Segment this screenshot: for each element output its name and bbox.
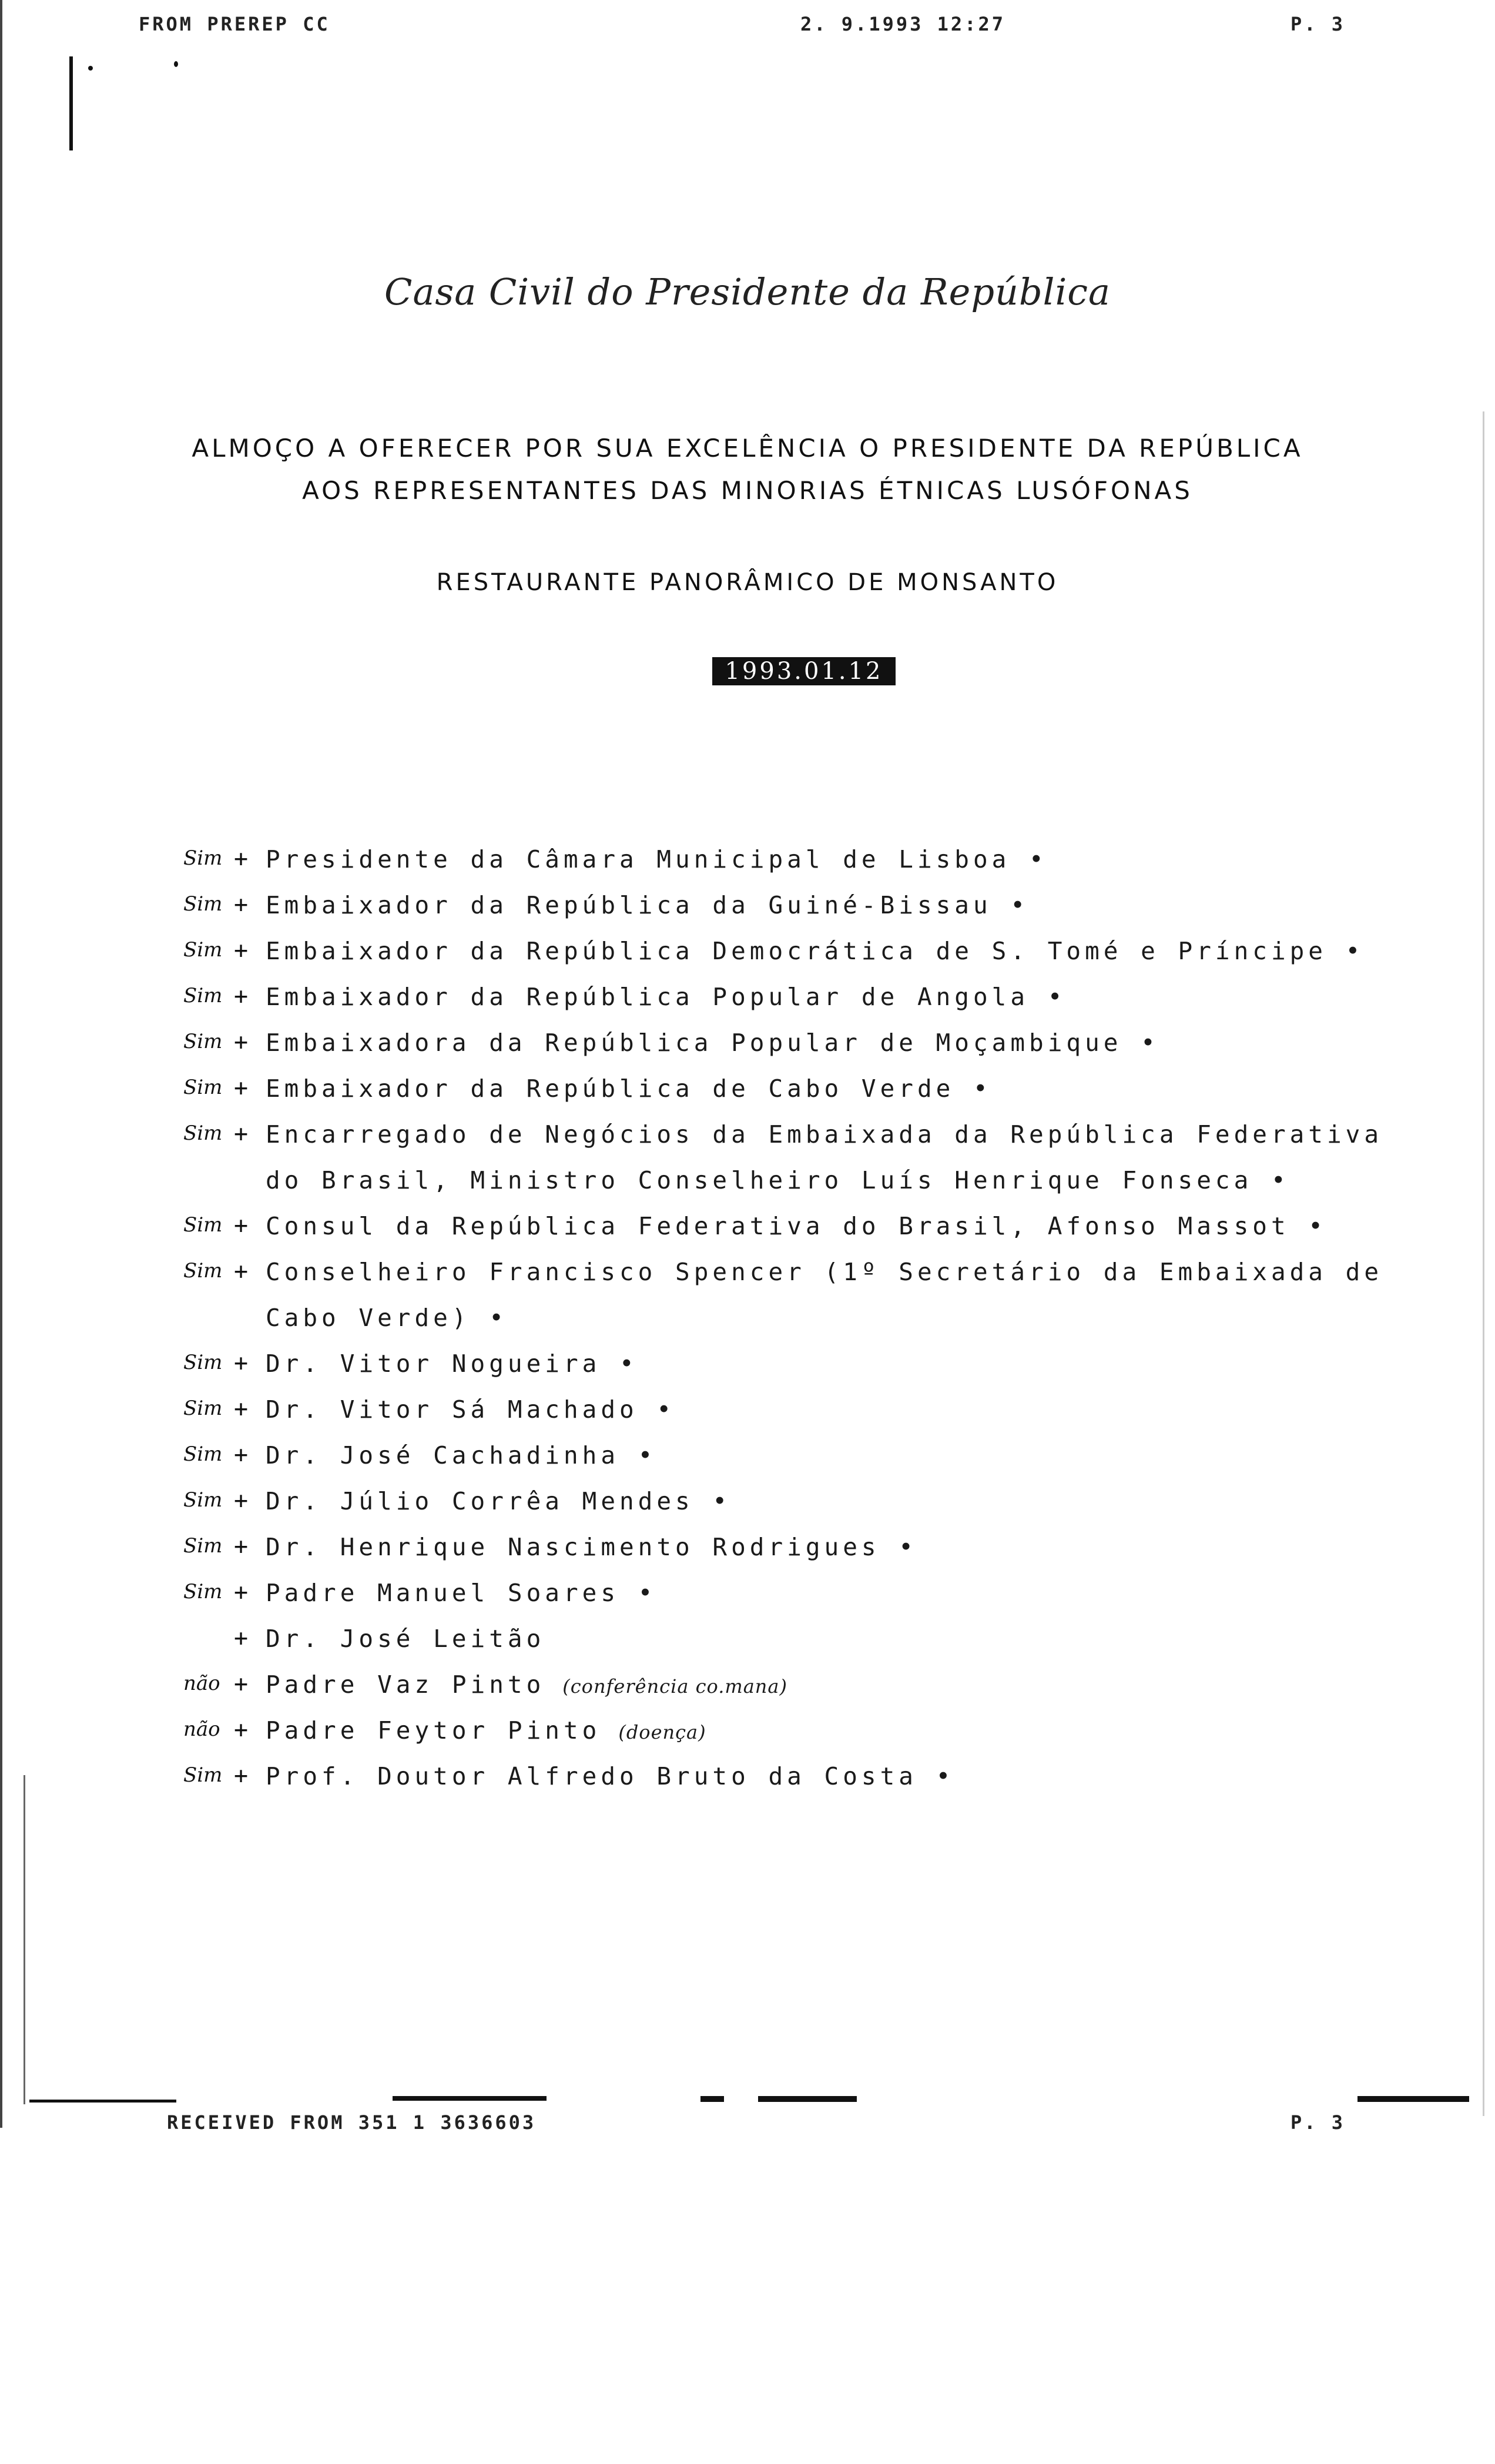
- guest-name: Presidente da Câmara Municipal de Lisboa •: [266, 845, 1048, 873]
- guest-entry: [266, 1579, 656, 1607]
- fax-page-number: P. 3: [1290, 13, 1346, 35]
- guest-name: Padre Manuel Soares •: [266, 1579, 657, 1607]
- guest-name: Embaixador da República Democrática de S. Tomé e Príncipe •: [266, 937, 1365, 965]
- guest-entry: [266, 1120, 1383, 1149]
- attendance-mark: Sim: [183, 1213, 223, 1237]
- guest-entry: [266, 845, 1048, 873]
- guest-entry: [266, 1716, 706, 1745]
- bullet-plus: +: [234, 1533, 249, 1560]
- attendance-mark: Sim: [183, 984, 223, 1007]
- attendance-mark: Sim: [183, 1351, 223, 1374]
- venue: RESTAURANTE PANORÂMICO DE MONSANTO: [436, 569, 1059, 596]
- attendance-mark: Sim: [183, 1076, 223, 1099]
- handwritten-note: (doença): [618, 1721, 706, 1743]
- bullet-plus: +: [234, 1625, 249, 1652]
- document-title-line-1: ALMOÇO A OFERECER POR SUA EXCELÊNCIA O PRESIDENTE DA REPÚBLICA: [192, 434, 1303, 463]
- bullet-plus: +: [234, 1579, 249, 1606]
- bullet-plus: +: [234, 891, 249, 918]
- guest-entry: [266, 1487, 731, 1515]
- fax-noise-bar: [29, 2100, 176, 2103]
- attendance-mark: Sim: [183, 1397, 223, 1420]
- guest-entry: [266, 1670, 787, 1699]
- bullet-plus: +: [234, 1670, 249, 1698]
- guest-entry: [266, 1441, 656, 1469]
- guest-name: Embaixador da República de Cabo Verde •: [266, 1074, 992, 1103]
- fax-datetime: 2. 9.1993 12:27: [800, 13, 1005, 35]
- guest-name: Prof. Doutor Alfredo Bruto da Costa •: [266, 1762, 955, 1790]
- bullet-plus: +: [234, 1350, 249, 1377]
- handwritten-note: (conferência co.mana): [562, 1675, 787, 1698]
- guest-entry: [266, 1395, 675, 1424]
- attendance-mark: Sim: [183, 1534, 223, 1558]
- attendance-mark: Sim: [183, 1488, 223, 1512]
- guest-entry: [266, 891, 1029, 919]
- guest-name: Dr. Vitor Sá Machado •: [266, 1395, 676, 1424]
- guest-name: Embaixador da República da Guiné-Bissau •: [266, 891, 1030, 919]
- fax-footer-page: P. 3: [1290, 2111, 1346, 2134]
- bullet-plus: +: [234, 1395, 249, 1422]
- bullet-plus: +: [234, 1716, 249, 1743]
- attendance-mark: não: [183, 1718, 220, 1741]
- guest-entry-continuation: do Brasil, Ministro Conselheiro Luís Henrique Fonseca •: [266, 1166, 1290, 1194]
- scan-edge-left: [0, 0, 2, 2128]
- attendance-mark: Sim: [183, 1580, 223, 1603]
- guest-name: Dr. José Leitão: [266, 1625, 545, 1653]
- margin-bracket-mark: [69, 56, 78, 150]
- attendance-mark: Sim: [183, 1442, 223, 1466]
- scan-edge-left-inner: [24, 1775, 25, 2104]
- guest-entry: [266, 1029, 1159, 1057]
- attendance-mark: Sim: [183, 1763, 223, 1787]
- guest-entry: [266, 1533, 917, 1561]
- guest-name: Embaixador da República Popular de Angola •: [266, 983, 1067, 1011]
- scan-edge-right: [1483, 411, 1484, 2116]
- guest-entry: [266, 1212, 1327, 1240]
- bullet-plus: +: [234, 1120, 249, 1147]
- letterhead: Casa Civil do Presidente da República: [384, 270, 1111, 313]
- guest-name: Dr. Henrique Nascimento Rodrigues •: [266, 1533, 917, 1561]
- guest-entry: [266, 1074, 992, 1103]
- guest-entry: [266, 937, 1364, 965]
- guest-name: Dr. José Cachadinha •: [266, 1441, 657, 1469]
- fax-received-from: RECEIVED FROM 351 1 3636603: [167, 2111, 537, 2134]
- bullet-plus: +: [234, 1212, 249, 1239]
- guest-name: Embaixadora da República Popular de Moçambique •: [266, 1029, 1159, 1057]
- bullet-plus: +: [234, 845, 249, 872]
- fax-noise-bar: [700, 2096, 724, 2102]
- fax-noise-bar: [758, 2096, 857, 2102]
- attendance-mark: Sim: [183, 1259, 223, 1283]
- guest-name: Padre Feytor Pinto: [266, 1716, 601, 1745]
- bullet-plus: +: [234, 1441, 249, 1468]
- event-date: 1993.01.12: [712, 657, 896, 685]
- guest-entry: [266, 1762, 954, 1790]
- guest-name: Padre Vaz Pinto: [266, 1670, 545, 1699]
- guest-name: Dr. Júlio Corrêa Mendes •: [266, 1487, 732, 1515]
- bullet-plus: +: [234, 1487, 249, 1514]
- guest-name: Conselheiro Francisco Spencer (1º Secretário da Embaixada de: [266, 1258, 1383, 1286]
- attendance-mark: não: [183, 1672, 220, 1695]
- bullet-plus: +: [234, 983, 249, 1010]
- guest-entry: [266, 1258, 1383, 1286]
- fax-noise-bar: [393, 2096, 547, 2101]
- attendance-mark: Sim: [183, 892, 223, 916]
- attendance-mark: Sim: [183, 938, 223, 962]
- guest-entry-continuation: Cabo Verde) •: [266, 1304, 508, 1332]
- guest-entry: [266, 1625, 545, 1653]
- attendance-mark: Sim: [183, 846, 223, 870]
- attendance-mark: Sim: [183, 1121, 223, 1145]
- bullet-plus: +: [234, 1029, 249, 1056]
- guest-entry: [266, 983, 1066, 1011]
- guest-name: Dr. Vitor Nogueira •: [266, 1350, 638, 1378]
- document-title-line-2: AOS REPRESENTANTES DAS MINORIAS ÉTNICAS LUSÓFONAS: [302, 476, 1193, 505]
- guest-name: Consul da República Federativa do Brasil, Afonso Massot •: [266, 1212, 1327, 1240]
- margin-dot: [88, 66, 93, 71]
- fax-noise-bar: [1357, 2096, 1469, 2102]
- fax-sender: FROM PREREP CC: [139, 13, 330, 35]
- guest-entry: [266, 1350, 638, 1378]
- bullet-plus: +: [234, 1258, 249, 1285]
- attendance-mark: Sim: [183, 1030, 223, 1053]
- margin-dot: [174, 61, 178, 67]
- guest-name: Encarregado de Negócios da Embaixada da República Federativa: [266, 1120, 1383, 1149]
- bullet-plus: +: [234, 937, 249, 964]
- bullet-plus: +: [234, 1762, 249, 1789]
- bullet-plus: +: [234, 1074, 249, 1102]
